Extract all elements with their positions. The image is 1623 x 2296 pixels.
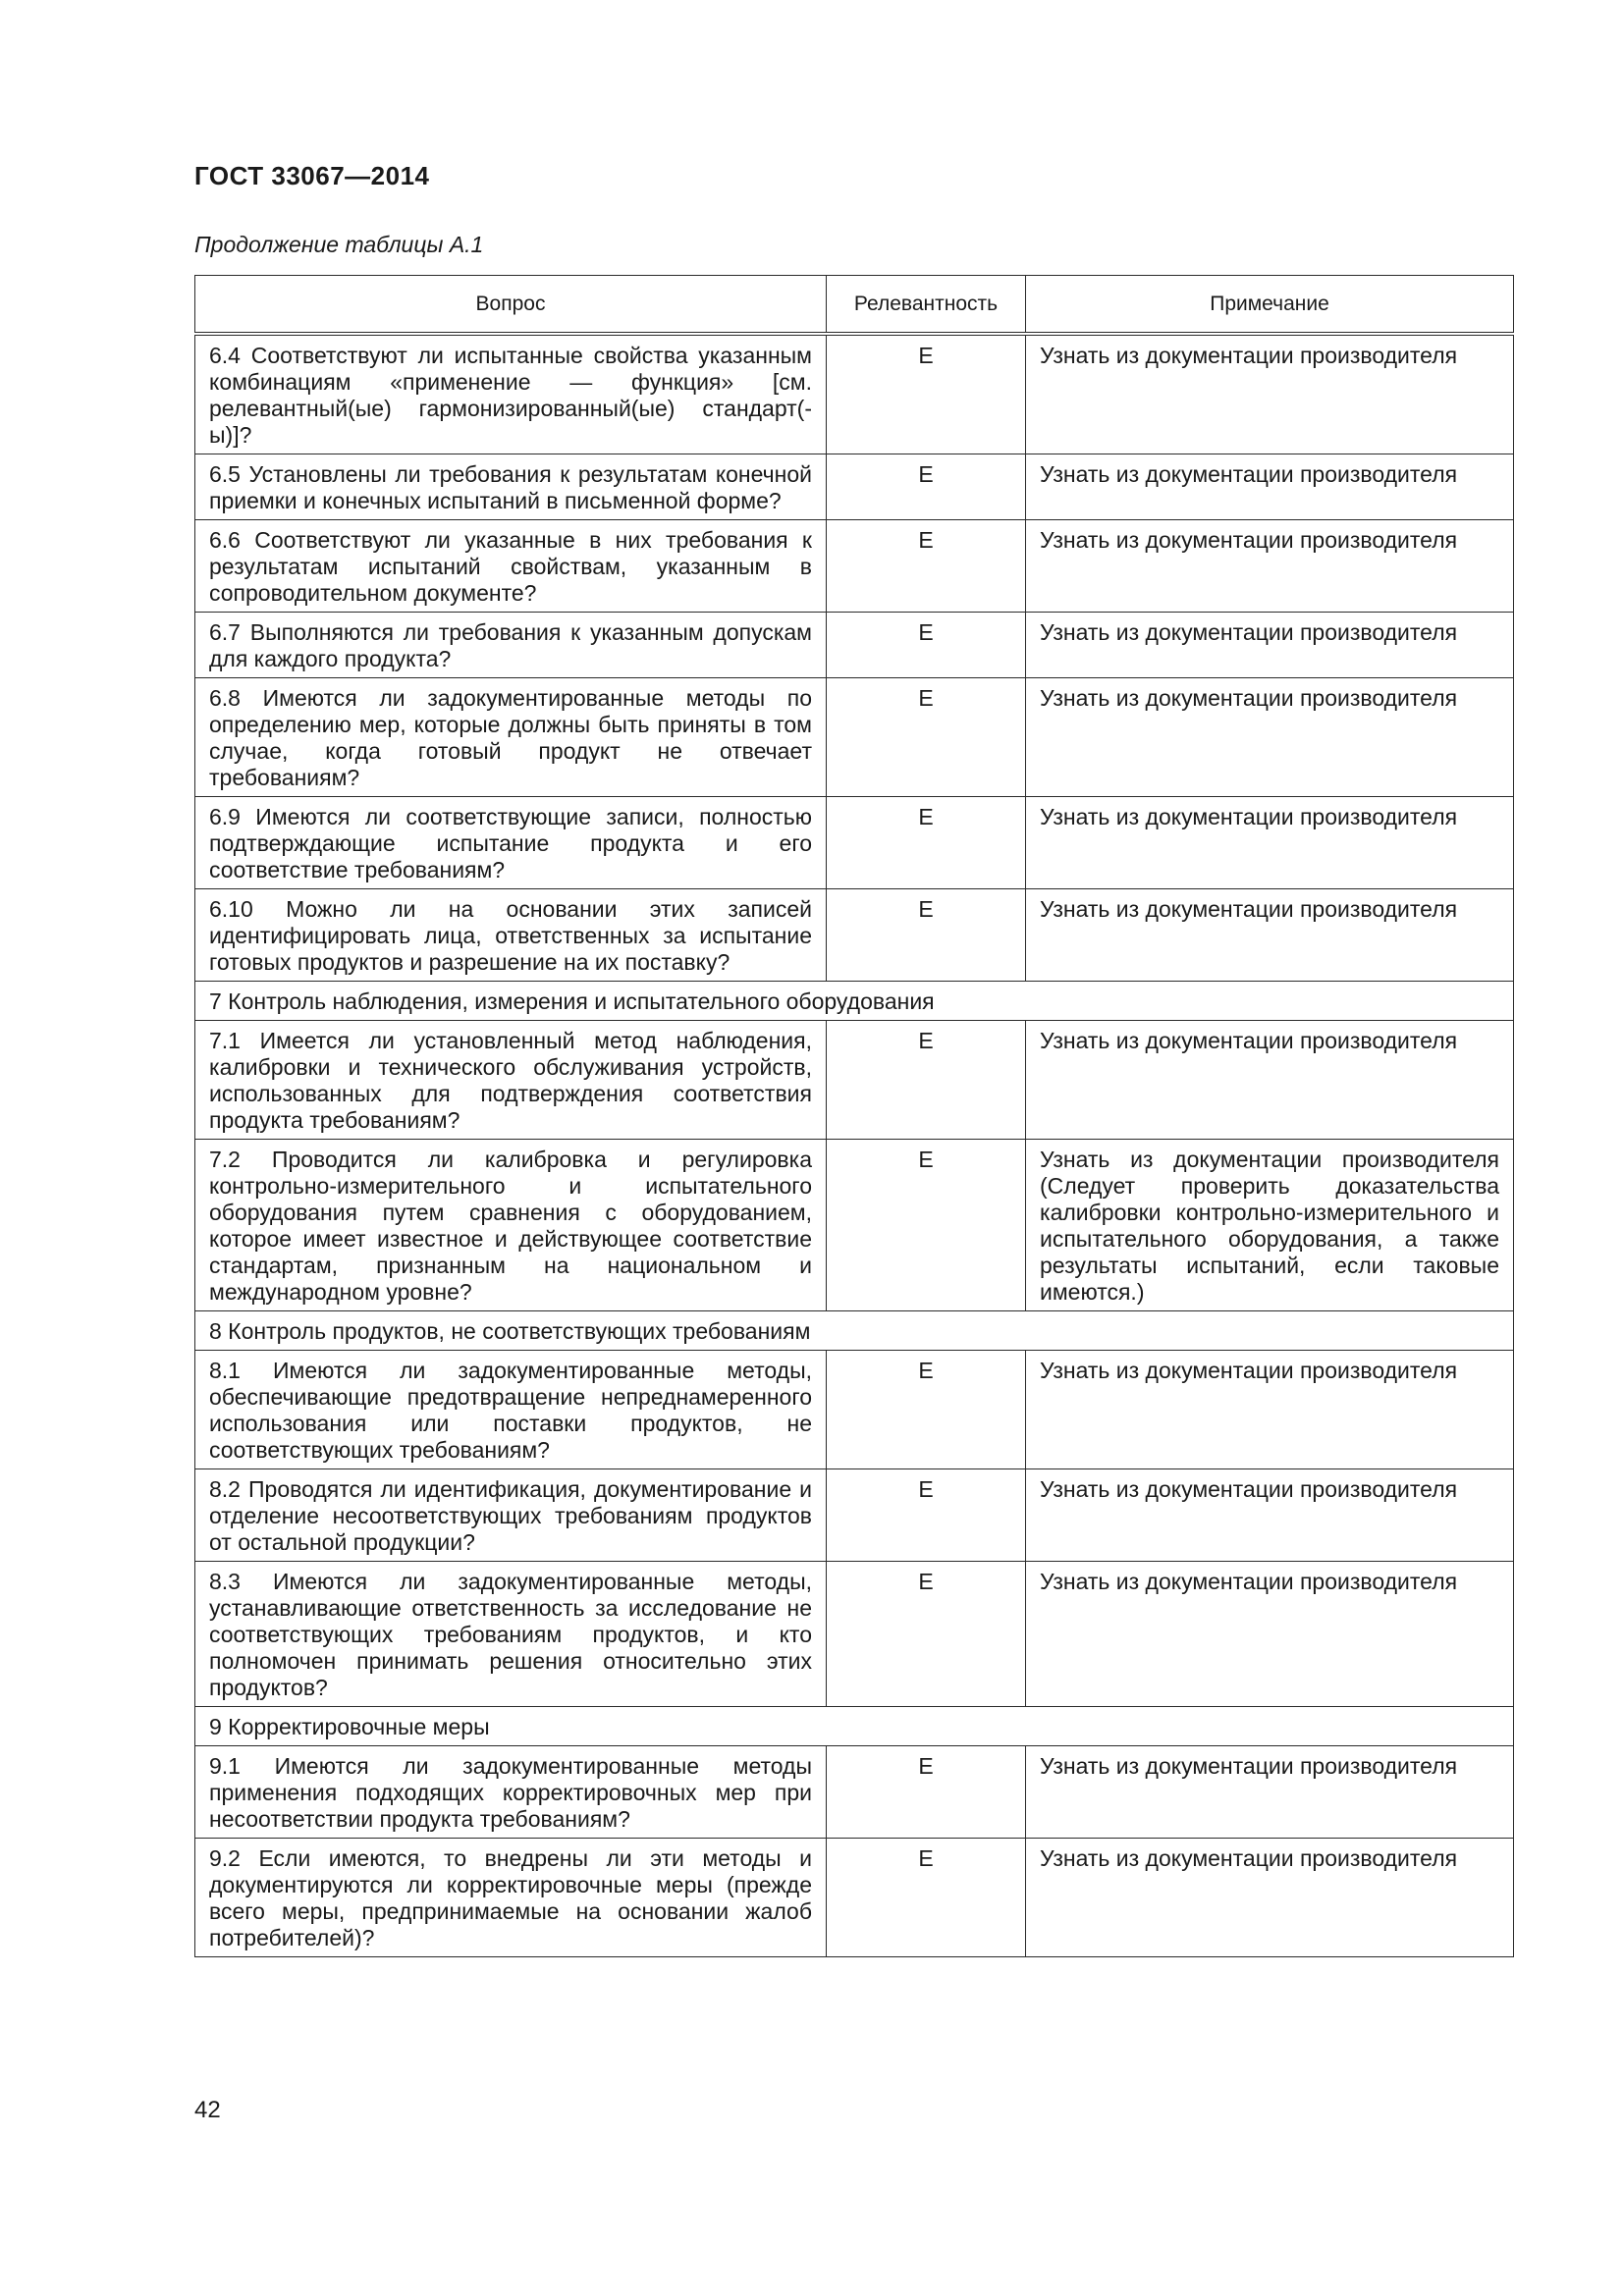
table-caption: Продолжение таблицы А.1 bbox=[194, 232, 484, 257]
note-cell: Узнать из документации производителя bbox=[1026, 678, 1514, 797]
relevance-cell: E bbox=[827, 797, 1026, 889]
question-cell: 7.1 Имеется ли установленный метод наблюдения, калибровки и технического обслуживания устройств, использованных для подтверждения соответствия продукта требованиям? bbox=[195, 1021, 827, 1140]
table-body bbox=[195, 334, 1514, 1957]
note-cell: Узнать из документации производителя bbox=[1026, 889, 1514, 982]
table-header-row bbox=[195, 276, 1514, 335]
relevance-cell: E bbox=[827, 1469, 1026, 1562]
note-cell: Узнать из документации производителя (Следует проверить доказательства калибровки контрольно-измерительного и испытательного оборудования, а также результаты испытаний, если таковые имеются.) bbox=[1026, 1140, 1514, 1311]
relevance-cell: E bbox=[827, 1839, 1026, 1957]
note-cell: Узнать из документации производителя bbox=[1026, 1562, 1514, 1707]
question-cell: 7.2 Проводится ли калибровка и регулировка контрольно-измерительного и испытательного оборудования путем сравнения с оборудованием, которое имеет известное и действующее соответствие стандартам, признанным на национальном и международном уровне? bbox=[195, 1140, 827, 1311]
relevance-cell: E bbox=[827, 1021, 1026, 1140]
question-cell: 6.5 Установлены ли требования к результатам конечной приемки и конечных испытаний в письменной форме? bbox=[195, 454, 827, 520]
table-row bbox=[195, 1562, 1514, 1707]
table-row bbox=[195, 1746, 1514, 1839]
relevance-cell: E bbox=[827, 613, 1026, 678]
table-row bbox=[195, 1839, 1514, 1957]
table-row bbox=[195, 613, 1514, 678]
column-header-question: Вопрос bbox=[195, 276, 827, 335]
section-title: 8 Контроль продуктов, не соответствующих требованиям bbox=[195, 1311, 1514, 1351]
relevance-cell: E bbox=[827, 1351, 1026, 1469]
column-header-note: Примечание bbox=[1026, 276, 1514, 335]
note-cell: Узнать из документации производителя bbox=[1026, 1746, 1514, 1839]
question-cell: 6.6 Соответствуют ли указанные в них требования к результатам испытаний свойствам, указанным в сопроводительном документе? bbox=[195, 520, 827, 613]
table-row bbox=[195, 1351, 1514, 1469]
question-cell: 9.2 Если имеются, то внедрены ли эти методы и документируются ли корректировочные меры (прежде всего меры, предпринимаемые на основании жалоб потребителей)? bbox=[195, 1839, 827, 1957]
note-cell: Узнать из документации производителя bbox=[1026, 454, 1514, 520]
table-row bbox=[195, 1469, 1514, 1562]
requirements-table bbox=[194, 275, 1514, 1957]
relevance-cell: E bbox=[827, 334, 1026, 454]
table-row bbox=[195, 1021, 1514, 1140]
table-row bbox=[195, 1140, 1514, 1311]
relevance-cell: E bbox=[827, 889, 1026, 982]
document-header: ГОСТ 33067—2014 bbox=[194, 161, 430, 190]
note-cell: Узнать из документации производителя bbox=[1026, 1469, 1514, 1562]
page-number: 42 bbox=[194, 2097, 221, 2123]
note-cell: Узнать из документации производителя bbox=[1026, 797, 1514, 889]
section-row bbox=[195, 982, 1514, 1021]
question-cell: 8.3 Имеются ли задокументированные методы, устанавливающие ответственность за исследование не соответствующих требованиям продуктов, и кто полномочен принимать решения относительно этих продуктов? bbox=[195, 1562, 827, 1707]
table-row bbox=[195, 678, 1514, 797]
relevance-cell: E bbox=[827, 520, 1026, 613]
table-row bbox=[195, 797, 1514, 889]
relevance-cell: E bbox=[827, 678, 1026, 797]
question-cell: 8.2 Проводятся ли идентификация, документирование и отделение несоответствующих требованиям продуктов от остальной продукции? bbox=[195, 1469, 827, 1562]
relevance-cell: E bbox=[827, 454, 1026, 520]
relevance-cell: E bbox=[827, 1746, 1026, 1839]
column-header-relevance: Релевантность bbox=[827, 276, 1026, 335]
question-cell: 6.10 Можно ли на основании этих записей идентифицировать лица, ответственных за испытание готовых продуктов и разрешение на их поставку? bbox=[195, 889, 827, 982]
table-row bbox=[195, 334, 1514, 454]
section-row bbox=[195, 1311, 1514, 1351]
note-cell: Узнать из документации производителя bbox=[1026, 1839, 1514, 1957]
question-cell: 9.1 Имеются ли задокументированные методы применения подходящих корректировочных мер при несоответствии продукта требованиям? bbox=[195, 1746, 827, 1839]
note-cell: Узнать из документации производителя bbox=[1026, 1021, 1514, 1140]
relevance-cell: E bbox=[827, 1140, 1026, 1311]
question-cell: 6.7 Выполняются ли требования к указанным допускам для каждого продукта? bbox=[195, 613, 827, 678]
question-cell: 6.9 Имеются ли соответствующие записи, полностью подтверждающие испытание продукта и его соответствие требованиям? bbox=[195, 797, 827, 889]
table-row bbox=[195, 889, 1514, 982]
question-cell: 8.1 Имеются ли задокументированные методы, обеспечивающие предотвращение непреднамеренного использования или поставки продуктов, не соответствующих требованиям? bbox=[195, 1351, 827, 1469]
note-cell: Узнать из документации производителя bbox=[1026, 613, 1514, 678]
section-row bbox=[195, 1707, 1514, 1746]
table-row bbox=[195, 520, 1514, 613]
question-cell: 6.8 Имеются ли задокументированные методы по определению мер, которые должны быть приняты в том случае, когда готовый продукт не отвечает требованиям? bbox=[195, 678, 827, 797]
note-cell: Узнать из документации производителя bbox=[1026, 1351, 1514, 1469]
table-row bbox=[195, 454, 1514, 520]
note-cell: Узнать из документации производителя bbox=[1026, 334, 1514, 454]
section-title: 7 Контроль наблюдения, измерения и испытательного оборудования bbox=[195, 982, 1514, 1021]
relevance-cell: E bbox=[827, 1562, 1026, 1707]
section-title: 9 Корректировочные меры bbox=[195, 1707, 1514, 1746]
note-cell: Узнать из документации производителя bbox=[1026, 520, 1514, 613]
question-cell: 6.4 Соответствуют ли испытанные свойства указанным комбинациям «применение — функция» [см. релевантный(ые) гармонизированный(ые) стандарт(-ы)]? bbox=[195, 334, 827, 454]
